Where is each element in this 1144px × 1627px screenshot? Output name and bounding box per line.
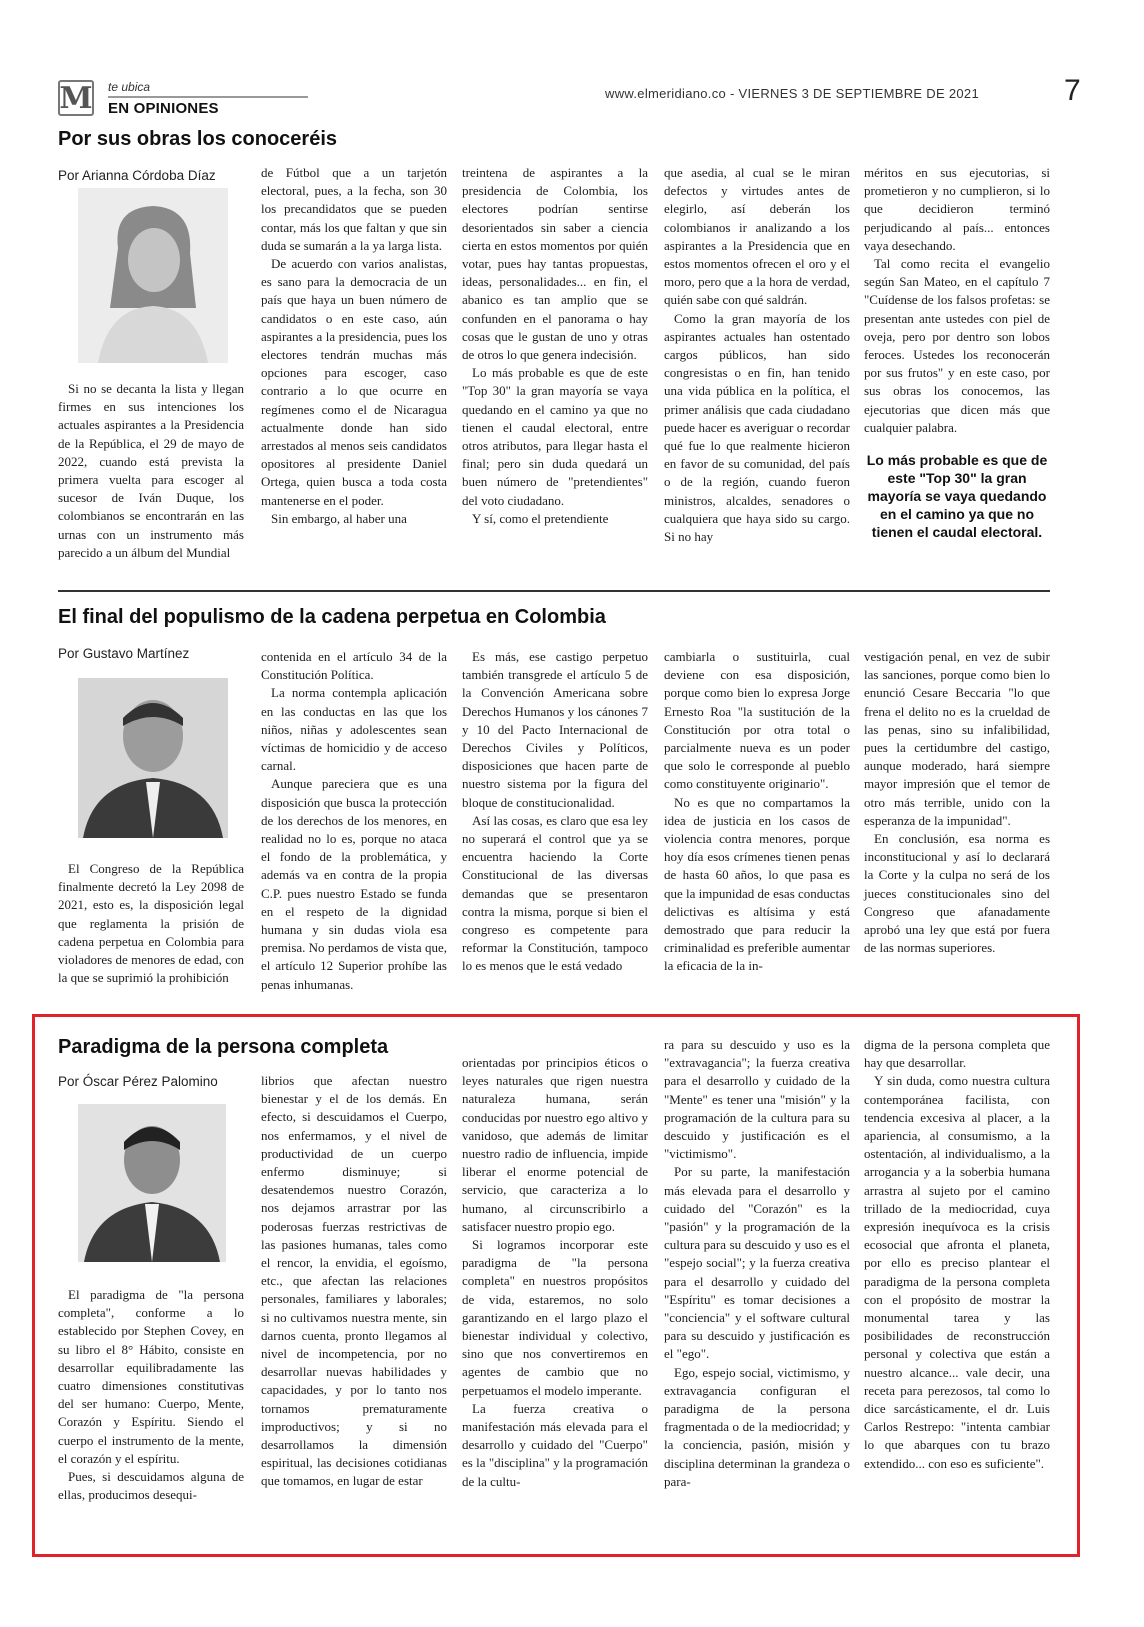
- article-column: [664, 648, 850, 976]
- author-photo: [78, 1104, 226, 1262]
- byline: Por Arianna Córdoba Díaz: [58, 168, 216, 183]
- article-column: [864, 648, 1050, 957]
- article-column: [58, 860, 244, 987]
- paragraph: Ego, espejo social, victimismo, y extravagancia configuran el paradigma de la persona fragmentada o de la mediocridad; y la conciencia, pasión, misión y disciplina determinan la grandeza o para-: [664, 1364, 850, 1489]
- section-title: EN OPINIONES: [108, 100, 219, 117]
- paragraph: Por su parte, la manifestación más elevada para el desarrollo y cuidado del "Corazón" es la "pasión" y la programación de la cultura para su descuido y uso es el "espejo social"; y la fuerza creativa para el desarrollo y cuidado del "Espíritu" es tomar decisiones a "conciencia" y el software cultural para su descuido y justificación es el "ego".: [664, 1164, 850, 1362]
- byline: Por Gustavo Martínez: [58, 646, 190, 661]
- article-column: [261, 648, 447, 994]
- paragraph: que asedia, al cual se le miran defectos y virtudes antes de elegirlo, así deberán los colombianos ir analizando a los aspirantes a la Presidencia que en estos momentos ofrecen el oro y el moro, pero que a la hora de verdad, quién sabe con qué saldrán.: [664, 165, 850, 308]
- paragraph: Lo más probable es que de este "Top 30" la gran mayoría se vaya quedando en el camino ya que no tienen el caudal electoral, entre otros atributos, para llegar hasta el final; pero sin duda quedará un buen número de "pretendientes" del voto ciudadano.: [462, 365, 648, 508]
- article-column: [261, 1072, 447, 1491]
- page-number: 7: [1064, 74, 1081, 107]
- article-title: Paradigma de la persona completa: [58, 1036, 389, 1058]
- paragraph: orientadas por principios éticos o leyes naturales que rigen nuestra naturaleza humana, serán conducidas por nuestro ego altivo y vanidoso, que además de limitar nuestro radio de influencia, impide liberar el enorme potencial de servicio, que caracteriza a lo humano, al circunscribirlo a satisfacer nuestro propio ego.: [462, 1055, 648, 1234]
- newspaper-logo: M: [59, 80, 93, 116]
- article-column: [864, 164, 1050, 541]
- paragraph: ra para su descuido y uso es la "extravagancia"; la fuerza creativa para el desarrollo y cuidado de la "Mente" es tener una "misión" y la programación de la cultura para su descuido y justificación es el "victimismo".: [664, 1037, 850, 1162]
- paragraph: Es más, ese castigo perpetuo también transgrede el artículo 5 de la Convención Americana sobre Derechos Humanos y los cánones 7 y 10 del Pacto Internacional de Derechos Civiles y Políticos, disposiciones que hacen parte de nuestro sistema por la figura del bloque de constitucionalidad.: [462, 649, 648, 810]
- paragraph: Así las cosas, es claro que esa ley no superará el control que ya se encuentra haciendo la Corte Constitucional de las diversas demandas que se presentaron contra la misma, porque si bien el congreso es competente para reformar la Constitución, tampoco lo es menos que le está vedado: [462, 812, 648, 974]
- paragraph: digma de la persona completa que hay que desarrollar.: [864, 1037, 1050, 1071]
- paragraph: vestigación penal, en vez de subir las sanciones, porque como bien lo enunció Cesare Beccaria "lo que frena el delito no es la crueldad de las penas, sino su infalibilidad, pues la certidumbre del castigo, aunque moderado, hará siempre mayor impresión que el temor de otro más terrible, unido con la esperanza de la impunidad".: [864, 649, 1050, 828]
- paragraph: Aunque pareciera que es una disposición que busca la protección de los derechos de los menores, en realidad no lo es, porque no ataca el fondo de la problemática, y además va en contra de la propia C.P. pues nuestro Estado se funda en el respeto de la dignidad humana y sin dudas viola esa premisa. No perdamos de vista que, el artículo 12 Superior prohíbe las penas inhumanas.: [261, 776, 447, 992]
- paragraph: Y sin duda, como nuestra cultura contemporánea facilista, con tendencia excesiva al placer, a la apariencia, al consumismo, a la ostentación, al individualismo, a la arrogancia y a la soberbia humana arrastra al sujeto por el camino trillado de la mediocridad, cuya expresión inequívoca es la crisis ecosocial que afronta el planeta, por ello es preciso plantear el paradigma de la persona completa con el propósito de mostrar la monumental tarea y las posibilidades de reconstrucción personal y colectiva que están a nuestro alcance... vale decir, una receta para perezosos, tal como lo dice sarcásticamente, el dr. Luis Carlos Restrepo: "intenta cambiar lo que abarques con tu brazo extendido... con eso es suficiente".: [864, 1073, 1050, 1471]
- article-divider: [58, 590, 1050, 592]
- tagline-rule: [108, 96, 308, 98]
- paragraph: Si logramos incorporar este paradigma de "la persona completa" en nuestros propósitos de vida, estaremos, no solo garantizando en el largo plazo el bienestar individual y colectivo, sino que nos convertiremos en agentes de cambio que no perpetuamos el modelo imperante.: [462, 1237, 648, 1398]
- paragraph: En conclusión, esa norma es inconstitucional y así lo declarará la Corte y la culpa no será de los jueces constitucionales sino del Congreso que afanadamente aprobó una ley que está por fuera de las normas superiores.: [864, 831, 1050, 956]
- paragraph: Pues, si descuidamos alguna de ellas, producimos desequi-: [58, 1469, 244, 1503]
- paragraph: treintena de aspirantes a la presidencia de Colombia, los electores podrían sentirse desorientados sin saber a ciencia cierta en estos momentos por quién votar, pues hay tantas propuestas, ideas, personalidades... en fin, el abanico es tan amplio que se confunden en el panorama o hay cosas que le gustan de uno y otras de otros lo que genera indecisión.: [462, 165, 648, 363]
- paragraph: De acuerdo con varios analistas, es sano para la democracia de un país que haya un buen número de candidatos o en este caso, aún aspirantes a la presidencia, pues los electores tendrán muchas más opciones para escoger, caso contrario a lo que ocurre en regímenes como el de Nicaragua actualmente donde han sido arrestados al menos seis candidatos opositores al presidente Daniel Ortega, quien busca a toda costa mantenerse en el poder.: [261, 256, 447, 508]
- paragraph: No es que no compartamos la idea de justicia en los casos de violencia contra menores, porque hoy día esos crímenes tienen penas de hasta 60 años, lo que pasa es que la impunidad de esas conductas delictivas es altísima y está demostrado que para reducir la criminalidad es preferible aumentar la eficacia de la in-: [664, 794, 850, 974]
- paragraph: La norma contempla aplicación en las conductas en las que los niños, niñas y adolescentes sean víctimas de homicidio y de acceso carnal.: [261, 685, 447, 774]
- paragraph: Como la gran mayoría de los aspirantes actuales han ostentado cargos públicos, han sido congresistas o en fin, han tenido una vida pública en la política, el primer análisis que cada ciudadano puede hacer es averiguar o recordar qué fue lo que realmente hicieron en favor de su comunidad, del país o de la región, cuando fueron ministros, alcaldes, senadores o cualquiera que haya sido su cargo. Si no hay: [664, 310, 850, 545]
- paragraph: Y sí, como el pretendiente: [472, 510, 609, 526]
- article-column: [664, 1036, 850, 1491]
- paragraph: La fuerza creativa o manifestación más elevada para el desarrollo y cuidado del "Cuerpo" es la "disciplina" y la programación de la cultu-: [462, 1400, 648, 1489]
- article-column: [462, 1054, 648, 1491]
- paragraph: méritos en sus ejecutorias, si prometieron y no cumplieron, si lo que decidieron terminó perjudicando al país... entonces vaya desechando.: [864, 165, 1050, 253]
- paragraph: contenida en el artículo 34 de la Constitución Política.: [261, 649, 447, 683]
- article-column: [462, 164, 648, 528]
- article-column: [664, 164, 850, 546]
- paragraph: El paradigma de "la persona completa", conforme a lo establecido por Stephen Covey, en su libro el 8° Hábito, consiste en desarrollar equilibradamente las cuatro dimensiones constitutivas del ser humano: Cuerpo, Mente, Corazón y Espíritu. Siendo el cuerpo el instrumento de la mente, el corazón y el espíritu.: [58, 1287, 244, 1466]
- header-url-date: www.elmeridiano.co - VIERNES 3 DE SEPTIEMBRE DE 2021: [605, 86, 979, 101]
- pull-quote: Lo más probable es que de este "Top 30" la gran mayoría se vaya quedando en el camino ya que no tienen el caudal electoral.: [866, 452, 1048, 541]
- paragraph: Si no se decanta la lista y llegan firmes en sus intenciones los actuales aspirantes a la Presidencia de la República, el 29 de mayo de 2022, cuando está prevista la primera vuelta para escoger al sucesor de Iván Duque, los colombianos se encontrarán en las urnas con un instrumento más parecido a un álbum del Mundial: [58, 381, 244, 560]
- article-title: Por sus obras los conoceréis: [58, 128, 337, 150]
- paragraph: Tal como recita el evangelio según San Mateo, en el capítulo 7 "Cuídense de los falsos profetas: se presentan ante ustedes con piel de oveja, pero por dentro son lobos feroces. Ustedes los reconocerán por sus frutos" y en este caso, por sus obras los conocemos, las ejecutorias que dicen más que cualquier palabra.: [864, 256, 1050, 435]
- article-column: [58, 1286, 244, 1504]
- article-column: [864, 1036, 1050, 1473]
- paragraph: cambiarla o sustituirla, cual deviene con esa disposición, porque como bien lo expresa Jorge Ernesto Roa "la sustitución de la Constitución por otra total o parcialmente nueva es un poder que solo le corresponde al pueblo como constituyente originario".: [664, 649, 850, 792]
- article-column: [58, 380, 244, 562]
- article-column: [462, 648, 648, 976]
- paragraph: librios que afectan nuestro bienestar y el de los demás. En efecto, si descuidamos el Cuerpo, nos enfermamos, y el nivel de productividad de un cuerpo enfermo disminuye; si desatendemos nuestro Corazón, nos dejamos arrastrar por las poderosas fuerzas restrictivas de las pasiones humanas, tales como el rencor, la envidia, el egoísmo, etc., que afectan las relaciones personales, familiares y laborales; si no cultivamos nuestra mente, sin darnos cuenta, pronto llegamos al nivel de incompetencia, por no desarrollar nuevas habilidades y capacidades, y por lo tanto nos tornamos prematuramente improductivos; y si no desarrollamos la dimensión espiritual, las decisiones cotidianas que tomamos, en lugar de estar: [261, 1073, 447, 1489]
- article-title: El final del populismo de la cadena perpetua en Colombia: [58, 606, 606, 628]
- article-column: [261, 164, 447, 528]
- section-tagline-small: te ubica: [108, 80, 151, 94]
- byline: Por Óscar Pérez Palomino: [58, 1074, 218, 1089]
- paragraph: de Fútbol que a un tarjetón electoral, pues, a la fecha, son 30 los precandidatos que se pueden contar, más los que faltan y que sin duda se sumarán a la ya larga lista.: [261, 165, 447, 253]
- author-photo: [78, 188, 228, 363]
- paragraph: Sin embargo, al haber una: [271, 510, 407, 526]
- author-photo: [78, 678, 228, 838]
- paragraph: El Congreso de la República finalmente decretó la Ley 2098 de 2021, esto es, la disposición legal que reglamenta la prisión de cadena perpetua en Colombia para violadores de menores de edad, con la que se suprimió la prohibición: [58, 861, 244, 986]
